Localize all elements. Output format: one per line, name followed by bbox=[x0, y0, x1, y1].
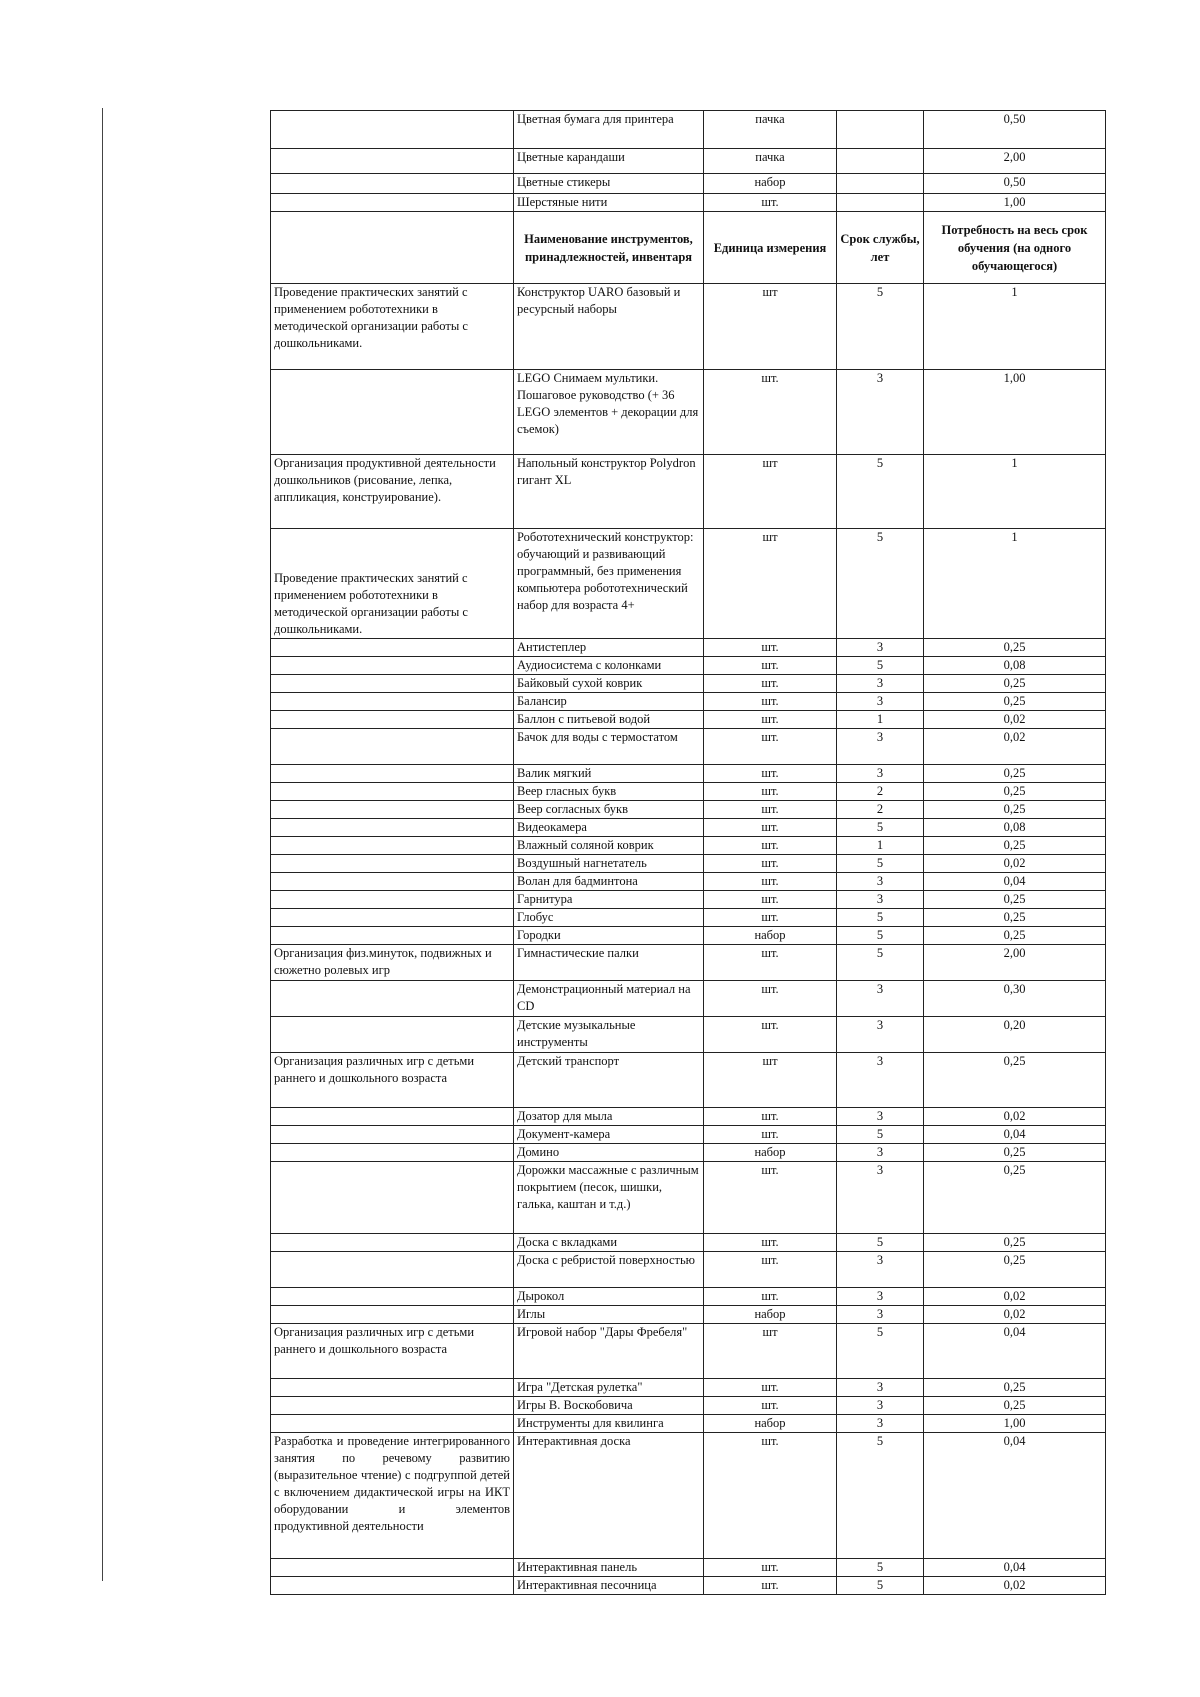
life-cell: 5 bbox=[837, 945, 924, 981]
activity-cell bbox=[271, 1577, 514, 1595]
unit-cell: шт. bbox=[704, 1288, 837, 1306]
activity-line: продуктивной деятельности bbox=[274, 1519, 424, 1533]
need-cell: 0,25 bbox=[924, 639, 1106, 657]
need-cell: 0,30 bbox=[924, 981, 1106, 1017]
activity-cell bbox=[271, 1144, 514, 1162]
unit-cell: шт. bbox=[704, 675, 837, 693]
life-cell: 5 bbox=[837, 529, 924, 639]
activity-cell bbox=[271, 819, 514, 837]
activity-cell bbox=[271, 1288, 514, 1306]
unit-cell: набор bbox=[704, 174, 837, 194]
life-cell: 2 bbox=[837, 783, 924, 801]
item-cell: Игры В. Воскобовича bbox=[514, 1397, 704, 1415]
unit-cell: шт. bbox=[704, 855, 837, 873]
item-cell: Иглы bbox=[514, 1306, 704, 1324]
activity-line: развитию (выразительное чтение) с bbox=[274, 1451, 511, 1482]
activity-cell bbox=[271, 927, 514, 945]
activity-cell bbox=[271, 1559, 514, 1577]
life-cell: 3 bbox=[837, 1288, 924, 1306]
item-cell: Дырокол bbox=[514, 1288, 704, 1306]
life-cell: 5 bbox=[837, 657, 924, 675]
life-cell: 5 bbox=[837, 1126, 924, 1144]
life-cell: 3 bbox=[837, 1415, 924, 1433]
table-row bbox=[271, 693, 1106, 711]
table-row bbox=[271, 1288, 1106, 1306]
life-cell: 5 bbox=[837, 909, 924, 927]
need-cell: 0,25 bbox=[924, 1379, 1106, 1397]
need-cell: 0,25 bbox=[924, 675, 1106, 693]
unit-cell: шт. bbox=[704, 1017, 837, 1053]
unit-cell: шт. bbox=[704, 837, 837, 855]
activity-line: оборудовании и элементов bbox=[274, 1502, 510, 1516]
life-cell: 3 bbox=[837, 729, 924, 765]
table-row bbox=[271, 657, 1106, 675]
item-cell: Детский транспорт bbox=[514, 1053, 704, 1108]
item-cell: Игровой набор "Дары Фребеля" bbox=[514, 1324, 704, 1379]
unit-cell: шт. bbox=[704, 370, 837, 455]
item-cell: Воздушный нагнетатель bbox=[514, 855, 704, 873]
unit-cell: набор bbox=[704, 1144, 837, 1162]
header-empty-cell bbox=[271, 212, 514, 284]
need-cell: 0,25 bbox=[924, 1234, 1106, 1252]
unit-cell: шт. bbox=[704, 1108, 837, 1126]
item-cell: Дозатор для мыла bbox=[514, 1108, 704, 1126]
activity-cell bbox=[271, 174, 514, 194]
item-cell: Инструменты для квилинга bbox=[514, 1415, 704, 1433]
item-cell: Шерстяные нити bbox=[514, 194, 704, 212]
unit-cell: пачка bbox=[704, 111, 837, 149]
unit-cell: шт bbox=[704, 529, 837, 639]
need-cell: 0,25 bbox=[924, 837, 1106, 855]
activity-cell bbox=[271, 693, 514, 711]
activity-cell bbox=[271, 111, 514, 149]
activity-cell bbox=[271, 194, 514, 212]
table-row bbox=[271, 783, 1106, 801]
table-row bbox=[271, 675, 1106, 693]
need-cell: 0,25 bbox=[924, 765, 1106, 783]
need-cell: 0,08 bbox=[924, 819, 1106, 837]
life-cell: 3 bbox=[837, 1306, 924, 1324]
activity-cell bbox=[271, 801, 514, 819]
life-cell: 5 bbox=[837, 819, 924, 837]
activity-line: дидактической игры на ИКТ bbox=[354, 1485, 511, 1499]
activity-cell bbox=[271, 1433, 514, 1559]
item-cell: Доска с ребристой поверхностью bbox=[514, 1252, 704, 1288]
item-cell: Веер гласных букв bbox=[514, 783, 704, 801]
activity-cell bbox=[271, 711, 514, 729]
need-cell: 0,02 bbox=[924, 711, 1106, 729]
item-cell: Глобус bbox=[514, 909, 704, 927]
item-cell: Цветные стикеры bbox=[514, 174, 704, 194]
activity-line: подгруппой детей с включением bbox=[274, 1468, 510, 1499]
table-row bbox=[271, 1252, 1106, 1288]
table-row bbox=[271, 801, 1106, 819]
activity-cell bbox=[271, 675, 514, 693]
unit-cell: шт bbox=[704, 1324, 837, 1379]
table-row bbox=[271, 981, 1106, 1017]
item-cell: Демонстрационный материал на CD bbox=[514, 981, 704, 1017]
table-row bbox=[271, 370, 1106, 455]
life-cell: 5 bbox=[837, 1559, 924, 1577]
activity-cell bbox=[271, 837, 514, 855]
life-cell: 5 bbox=[837, 1324, 924, 1379]
item-cell: Цветные карандаши bbox=[514, 149, 704, 174]
life-cell: 5 bbox=[837, 455, 924, 529]
unit-cell: шт. bbox=[704, 873, 837, 891]
need-cell: 1,00 bbox=[924, 194, 1106, 212]
need-cell: 0,04 bbox=[924, 1324, 1106, 1379]
need-cell: 0,25 bbox=[924, 1053, 1106, 1108]
table-row bbox=[271, 1144, 1106, 1162]
table-row bbox=[271, 1126, 1106, 1144]
activity-cell bbox=[271, 981, 514, 1017]
need-cell: 0,50 bbox=[924, 174, 1106, 194]
unit-cell: шт. bbox=[704, 1162, 837, 1234]
table-row bbox=[271, 1234, 1106, 1252]
unit-cell: шт. bbox=[704, 819, 837, 837]
need-cell: 2,00 bbox=[924, 149, 1106, 174]
table-row bbox=[271, 1108, 1106, 1126]
need-cell: 0,25 bbox=[924, 1144, 1106, 1162]
activity-cell bbox=[271, 783, 514, 801]
life-cell: 3 bbox=[837, 1144, 924, 1162]
table-row bbox=[271, 711, 1106, 729]
activity-cell: Организация физ.минуток, подвижных и сюжетно ролевых игр bbox=[271, 945, 514, 981]
activity-cell bbox=[271, 1108, 514, 1126]
life-cell bbox=[837, 111, 924, 149]
unit-cell: набор bbox=[704, 1415, 837, 1433]
life-cell: 1 bbox=[837, 711, 924, 729]
need-cell: 0,25 bbox=[924, 1162, 1106, 1234]
life-cell: 3 bbox=[837, 1017, 924, 1053]
item-cell: Дорожки массажные с различным покрытием (песок, шишки, галька, каштан и т.д.) bbox=[514, 1162, 704, 1234]
table-row bbox=[271, 149, 1106, 174]
unit-cell: шт bbox=[704, 1053, 837, 1108]
activity-cell bbox=[271, 1306, 514, 1324]
life-cell: 3 bbox=[837, 1108, 924, 1126]
activity-cell bbox=[271, 149, 514, 174]
item-cell: Видеокамера bbox=[514, 819, 704, 837]
activity-cell bbox=[271, 909, 514, 927]
unit-cell: шт. bbox=[704, 1234, 837, 1252]
need-cell: 0,50 bbox=[924, 111, 1106, 149]
table-row bbox=[271, 909, 1106, 927]
need-cell: 0,20 bbox=[924, 1017, 1106, 1053]
table-row bbox=[271, 1306, 1106, 1324]
table-row bbox=[271, 855, 1106, 873]
need-cell: 0,25 bbox=[924, 783, 1106, 801]
unit-cell: шт. bbox=[704, 945, 837, 981]
life-cell: 3 bbox=[837, 370, 924, 455]
item-cell: Напольный конструктор Polydron гигант XL bbox=[514, 455, 704, 529]
unit-cell: шт. bbox=[704, 1559, 837, 1577]
item-cell: Интерактивная панель bbox=[514, 1559, 704, 1577]
need-cell: 1 bbox=[924, 455, 1106, 529]
need-cell: 0,04 bbox=[924, 1126, 1106, 1144]
table-row bbox=[271, 1433, 1106, 1559]
life-cell: 5 bbox=[837, 284, 924, 370]
activity-cell bbox=[271, 873, 514, 891]
need-cell: 1 bbox=[924, 284, 1106, 370]
table-row bbox=[271, 819, 1106, 837]
table-row bbox=[271, 891, 1106, 909]
need-cell: 0,02 bbox=[924, 1306, 1106, 1324]
unit-cell: набор bbox=[704, 927, 837, 945]
table-row bbox=[271, 837, 1106, 855]
table-row bbox=[271, 945, 1106, 981]
unit-cell: шт. bbox=[704, 981, 837, 1017]
item-cell: Гимнастические палки bbox=[514, 945, 704, 981]
activity-cell: Проведение практических занятий с применением робототехники в методической организации работы с дошкольниками. bbox=[271, 529, 514, 639]
item-cell: Гарнитура bbox=[514, 891, 704, 909]
activity-cell bbox=[271, 1162, 514, 1234]
item-cell: LEGO Снимаем мультики. Пошаговое руководство (+ 36 LEGO элементов + декорации для съемок) bbox=[514, 370, 704, 455]
table-row bbox=[271, 873, 1106, 891]
life-cell: 3 bbox=[837, 873, 924, 891]
need-cell: 0,02 bbox=[924, 1108, 1106, 1126]
life-cell: 3 bbox=[837, 765, 924, 783]
unit-cell: шт. bbox=[704, 729, 837, 765]
unit-cell: шт. bbox=[704, 1252, 837, 1288]
life-cell: 3 bbox=[837, 1397, 924, 1415]
life-cell: 5 bbox=[837, 855, 924, 873]
activity-cell bbox=[271, 855, 514, 873]
need-cell: 0,04 bbox=[924, 1559, 1106, 1577]
unit-cell: набор bbox=[704, 1306, 837, 1324]
need-cell: 0,02 bbox=[924, 1577, 1106, 1595]
life-cell bbox=[837, 174, 924, 194]
table-row bbox=[271, 1415, 1106, 1433]
activity-cell bbox=[271, 657, 514, 675]
need-cell: 0,25 bbox=[924, 693, 1106, 711]
activity-cell bbox=[271, 729, 514, 765]
item-cell: Документ-камера bbox=[514, 1126, 704, 1144]
unit-cell: шт. bbox=[704, 1577, 837, 1595]
item-cell: Волан для бадминтона bbox=[514, 873, 704, 891]
life-cell: 3 bbox=[837, 1252, 924, 1288]
unit-cell: шт. bbox=[704, 783, 837, 801]
activity-cell bbox=[271, 765, 514, 783]
unit-cell: шт. bbox=[704, 765, 837, 783]
activity-cell bbox=[271, 370, 514, 455]
item-cell: Аудиосистема с колонками bbox=[514, 657, 704, 675]
activity-cell: Организация различных игр с детьми раннего и дошкольного возраста bbox=[271, 1324, 514, 1379]
item-cell: Балансир bbox=[514, 693, 704, 711]
need-cell: 0,25 bbox=[924, 1397, 1106, 1415]
table-row bbox=[271, 1559, 1106, 1577]
item-cell: Интерактивная песочница bbox=[514, 1577, 704, 1595]
table-row bbox=[271, 1053, 1106, 1108]
life-cell: 3 bbox=[837, 639, 924, 657]
unit-cell: шт. bbox=[704, 657, 837, 675]
need-cell: 0,25 bbox=[924, 801, 1106, 819]
table-row bbox=[271, 729, 1106, 765]
activity-cell bbox=[271, 1415, 514, 1433]
header-unit: Единица измерения bbox=[704, 212, 837, 284]
need-cell: 0,02 bbox=[924, 729, 1106, 765]
item-cell: Игра "Детская рулетка" bbox=[514, 1379, 704, 1397]
item-cell: Цветная бумага для принтера bbox=[514, 111, 704, 149]
need-cell: 0,25 bbox=[924, 1252, 1106, 1288]
unit-cell: шт. bbox=[704, 1433, 837, 1559]
table-row bbox=[271, 529, 1106, 639]
item-cell: Баллон с питьевой водой bbox=[514, 711, 704, 729]
life-cell: 3 bbox=[837, 1053, 924, 1108]
table-row bbox=[271, 639, 1106, 657]
activity-cell bbox=[271, 1252, 514, 1288]
need-cell: 0,08 bbox=[924, 657, 1106, 675]
item-cell: Влажный соляной коврик bbox=[514, 837, 704, 855]
activity-cell: Организация продуктивной деятельности дошкольников (рисование, лепка, аппликация, конструирование). bbox=[271, 455, 514, 529]
activity-cell: Проведение практических занятий с применением робототехники в методической организации работы с дошкольниками. bbox=[271, 284, 514, 370]
life-cell: 5 bbox=[837, 1234, 924, 1252]
life-cell: 3 bbox=[837, 693, 924, 711]
header-need: Потребность на весь срок обучения (на одного обучающегося) bbox=[924, 212, 1106, 284]
header-item: Наименование инструментов, принадлежностей, инвентаря bbox=[514, 212, 704, 284]
item-cell: Конструктор UARO базовый и ресурсный наборы bbox=[514, 284, 704, 370]
need-cell: 2,00 bbox=[924, 945, 1106, 981]
item-cell: Байковый сухой коврик bbox=[514, 675, 704, 693]
life-cell: 5 bbox=[837, 1577, 924, 1595]
table-row bbox=[271, 927, 1106, 945]
table-row bbox=[271, 1379, 1106, 1397]
activity-cell bbox=[271, 891, 514, 909]
item-cell: Доска с вкладками bbox=[514, 1234, 704, 1252]
unit-cell: шт. bbox=[704, 909, 837, 927]
table-row bbox=[271, 1324, 1106, 1379]
activity-cell bbox=[271, 1234, 514, 1252]
activity-cell bbox=[271, 1126, 514, 1144]
need-cell: 0,02 bbox=[924, 1288, 1106, 1306]
item-cell: Антистеплер bbox=[514, 639, 704, 657]
life-cell: 3 bbox=[837, 981, 924, 1017]
table-row bbox=[271, 111, 1106, 149]
life-cell: 5 bbox=[837, 1433, 924, 1559]
unit-cell: шт. bbox=[704, 891, 837, 909]
table-row bbox=[271, 1017, 1106, 1053]
unit-cell: шт. bbox=[704, 1397, 837, 1415]
unit-cell: шт bbox=[704, 284, 837, 370]
item-cell: Веер согласных букв bbox=[514, 801, 704, 819]
item-cell: Валик мягкий bbox=[514, 765, 704, 783]
unit-cell: пачка bbox=[704, 149, 837, 174]
left-margin-line bbox=[102, 108, 103, 1581]
unit-cell: шт. bbox=[704, 194, 837, 212]
life-cell bbox=[837, 194, 924, 212]
activity-line: Разработка и проведение bbox=[274, 1434, 409, 1448]
unit-cell: шт bbox=[704, 455, 837, 529]
unit-cell: шт. bbox=[704, 711, 837, 729]
need-cell: 0,25 bbox=[924, 891, 1106, 909]
item-cell: Интерактивная доска bbox=[514, 1433, 704, 1559]
need-cell: 1 bbox=[924, 529, 1106, 639]
unit-cell: шт. bbox=[704, 801, 837, 819]
need-cell: 0,04 bbox=[924, 1433, 1106, 1559]
table-row bbox=[271, 455, 1106, 529]
life-cell: 2 bbox=[837, 801, 924, 819]
item-cell: Робототехнический конструктор: обучающий и развивающий программный, без применения компьютера робототехнический набор для возраста 4+ bbox=[514, 529, 704, 639]
table-row bbox=[271, 1577, 1106, 1595]
life-cell: 1 bbox=[837, 837, 924, 855]
item-cell: Бачок для воды с термостатом bbox=[514, 729, 704, 765]
item-cell: Городки bbox=[514, 927, 704, 945]
need-cell: 1,00 bbox=[924, 1415, 1106, 1433]
life-cell bbox=[837, 149, 924, 174]
life-cell: 3 bbox=[837, 891, 924, 909]
activity-cell bbox=[271, 1017, 514, 1053]
activity-cell bbox=[271, 1379, 514, 1397]
unit-cell: шт. bbox=[704, 693, 837, 711]
table-row bbox=[271, 1397, 1106, 1415]
life-cell: 3 bbox=[837, 675, 924, 693]
activity-cell bbox=[271, 1397, 514, 1415]
table-row bbox=[271, 1162, 1106, 1234]
life-cell: 5 bbox=[837, 927, 924, 945]
need-cell: 0,25 bbox=[924, 927, 1106, 945]
need-cell: 1,00 bbox=[924, 370, 1106, 455]
table-row bbox=[271, 765, 1106, 783]
life-cell: 3 bbox=[837, 1162, 924, 1234]
unit-cell: шт. bbox=[704, 1126, 837, 1144]
life-cell: 3 bbox=[837, 1379, 924, 1397]
need-cell: 0,02 bbox=[924, 855, 1106, 873]
header-life: Срок службы, лет bbox=[837, 212, 924, 284]
table-row bbox=[271, 284, 1106, 370]
table-header-row bbox=[271, 212, 1106, 284]
item-cell: Детские музыкальные инструменты bbox=[514, 1017, 704, 1053]
activity-cell: Организация различных игр с детьми раннего и дошкольного возраста bbox=[271, 1053, 514, 1108]
unit-cell: шт. bbox=[704, 639, 837, 657]
table-row bbox=[271, 194, 1106, 212]
item-cell: Домино bbox=[514, 1144, 704, 1162]
activity-line: интегрированного занятия по речевому bbox=[274, 1434, 510, 1465]
table-row bbox=[271, 174, 1106, 194]
need-cell: 0,25 bbox=[924, 909, 1106, 927]
activity-cell bbox=[271, 639, 514, 657]
need-cell: 0,04 bbox=[924, 873, 1106, 891]
unit-cell: шт. bbox=[704, 1379, 837, 1397]
equipment-table bbox=[270, 110, 1106, 1595]
